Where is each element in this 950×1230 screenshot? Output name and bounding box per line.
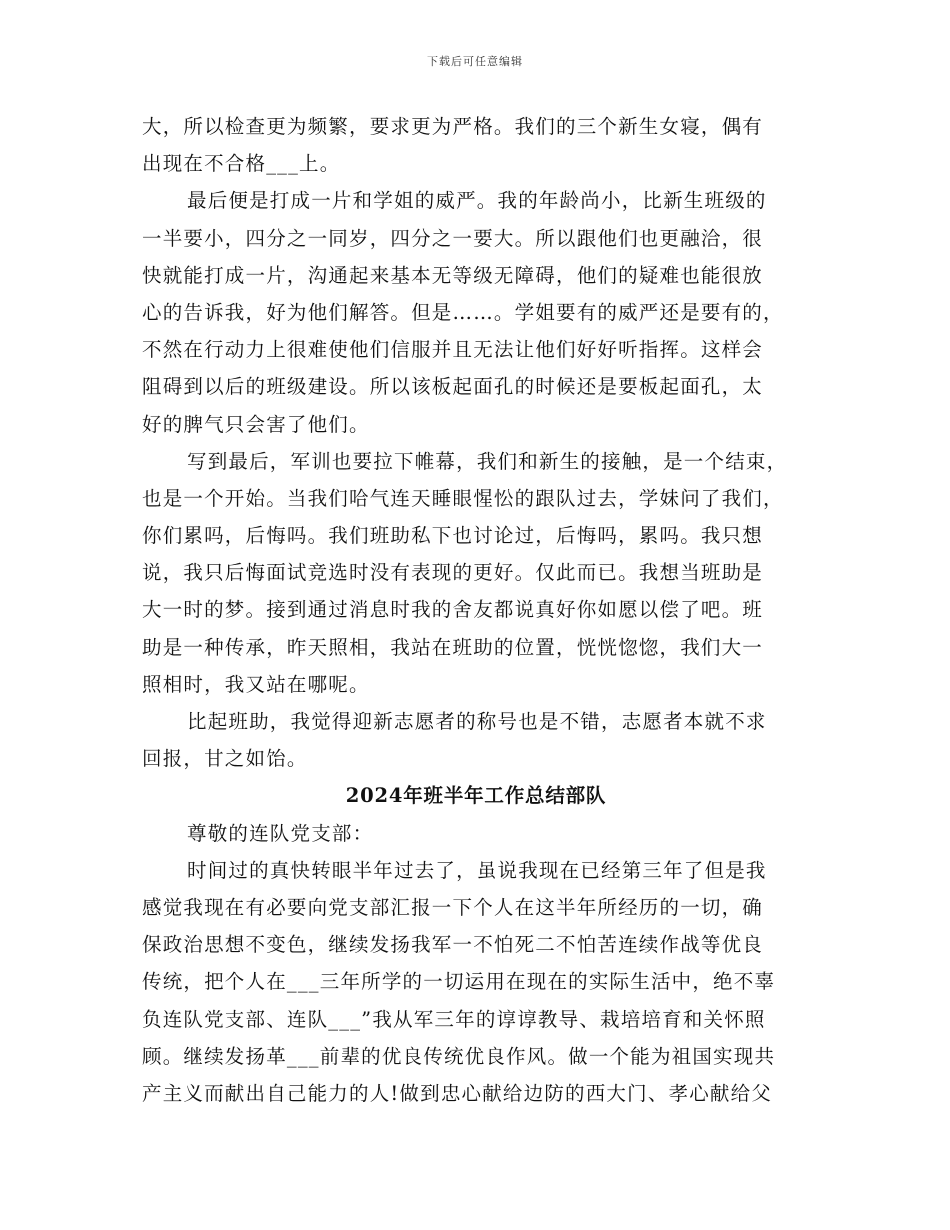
text-line: 不然在行动力上很难使他们信服并且无法让他们好好听指挥。这样会 xyxy=(142,338,764,362)
text-line: 比起班助，我觉得迎新志愿者的称号也是不错，志愿者本就不求 xyxy=(187,710,767,733)
text-line: 感觉我现在有必要向党支部汇报一下个人在这半年所经历的一切，确 xyxy=(142,895,764,919)
text-line: 也是一个开始。当我们哈气连天睡眼惺忪的跟队过去，学妹问了我们， xyxy=(142,486,784,510)
text-line: 出现在不合格___上。 xyxy=(142,152,341,176)
text-line: 心的告诉我，好为他们解答。但是……。学姐要有的威严还是要有的， xyxy=(142,300,784,324)
text-line: 负连队党支部、连队___”我从军三年的谆谆教导、栽培培育和关怀照 xyxy=(142,1007,766,1031)
text-line: 传统，把个人在___三年所学的一切运用在现在的实际生活中，绝不辜 xyxy=(142,970,776,994)
text-line: 产主义而献出自己能力的人!做到忠心献给边防的西大门、孝心献给父 xyxy=(142,1081,773,1105)
text-line: 助是一种传承，昨天照相，我站在班助的位置，恍恍惚惚，我们大一 xyxy=(142,635,764,659)
text-line: 大一时的梦。接到通过消息时我的舍友都说真好你如愿以偿了吧。班 xyxy=(142,598,764,622)
text-line: 大，所以检查更为频繁，要求更为严格。我们的三个新生女寝，偶有 xyxy=(142,115,764,138)
text-line: 好的脾气只会害了他们。 xyxy=(142,412,370,436)
document-body xyxy=(142,108,810,1112)
text-line: 回报，甘之如饴。 xyxy=(142,747,308,771)
text-line: 一半要小，四分之一同岁，四分之一要大。所以跟他们也更融洽，很 xyxy=(142,226,764,250)
text-line: 照相时，我又站在哪呢。 xyxy=(142,672,370,696)
text-line: 快就能打成一片，沟通起来基本无等级无障碍，他们的疑难也能很放 xyxy=(142,263,764,287)
page-header: 下载后可任意编辑 xyxy=(427,55,523,68)
text-line: 保政治思想不变色，继续发扬我军一不怕死二不怕苦连续作战等优良 xyxy=(142,933,764,957)
text-line: 你们累吗，后悔吗。我们班助私下也讨论过，后悔吗，累吗。我只想 xyxy=(142,524,764,548)
text-line: 说，我只后悔面试竞选时没有表现的更好。仅此而已。我想当班助是 xyxy=(142,561,764,585)
section-title: 2024年班半年工作总结部队 xyxy=(345,784,607,808)
text-line: 顾。继续发扬革___前辈的优良传统优良作风。做一个能为祖国实现共 xyxy=(142,1044,776,1068)
text-line: 最后便是打成一片和学姐的威严。我的年龄尚小，比新生班级的 xyxy=(187,189,767,213)
text-line: 时间过的真快转眼半年过去了，虽说我现在已经第三年了但是我 xyxy=(187,858,767,882)
text-line: 阻碍到以后的班级建设。所以该板起面孔的时候还是要板起面孔，太 xyxy=(142,375,764,399)
text-line: 写到最后，军训也要拉下帷幕，我们和新生的接触，是一个结束， xyxy=(187,449,788,473)
text-line: 尊敬的连队党支部： xyxy=(187,821,374,845)
